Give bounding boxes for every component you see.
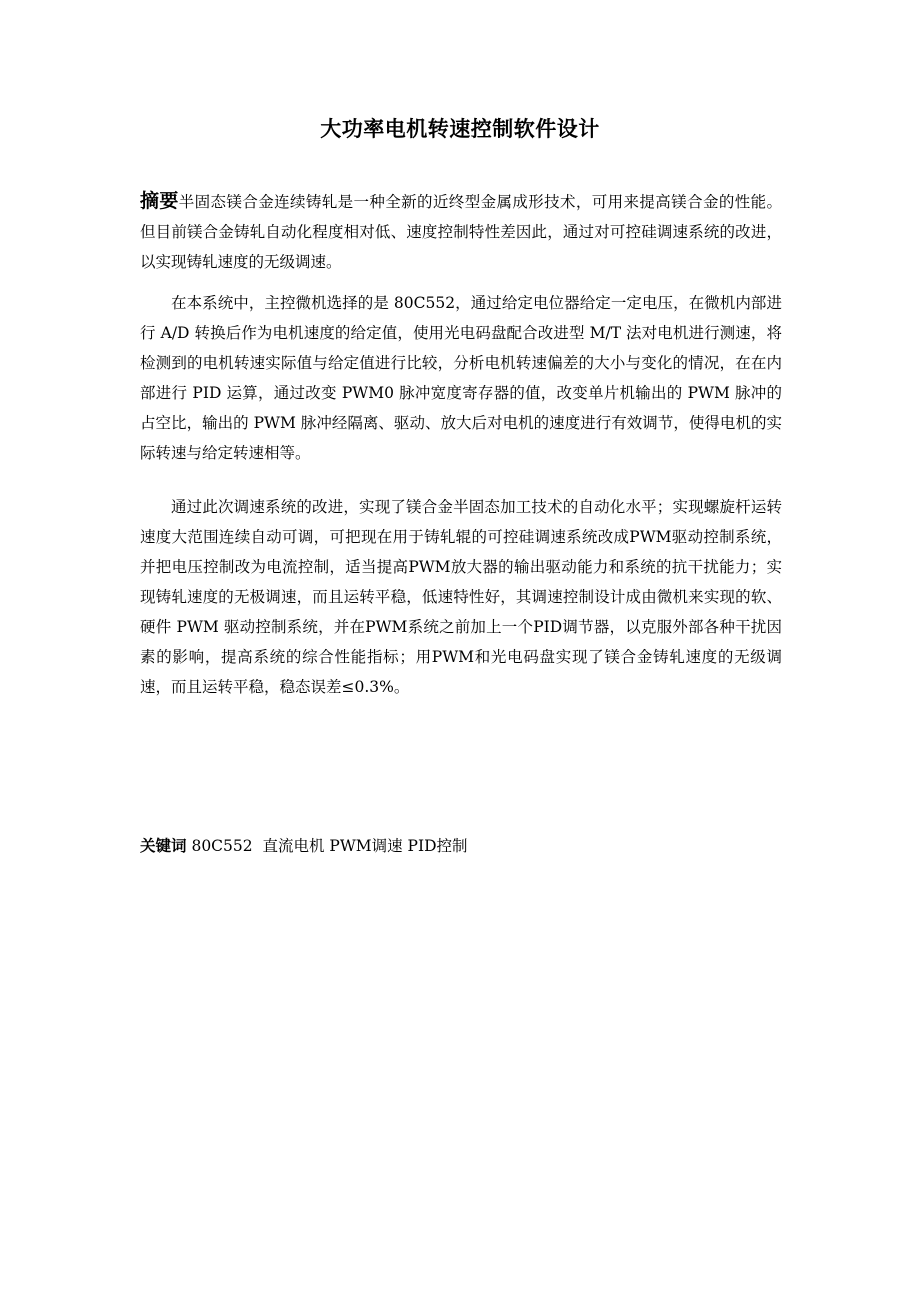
- abstract-paragraph-1: [140, 186, 782, 277]
- abstract-paragraph-3: 通过此次调速系统的改进，实现了镁合金半固态加工技术的自动化水平；实现螺旋杆运转速度大范围连续自动可调，可把现在用于铸轧辊的可控硅调速系统改成PWM驱动控制系统，并把电压控制改为电流控制，适当提高PWM放大器的输出驱动能力和系统的抗干扰能力；实现铸轧速度的无极调速，而且运转平稳，低速特性好，其调速控制设计成由微机来实现的软、硬件 PWM 驱动控制系统，并在PWM系统之前加上一个PID调节器，以克服外部各种干扰因素的影响，提高系统的综合性能指标；用PWM和光电码盘实现了镁合金铸轧速度的无级调速，而且运转平稳，稳态误差≤0.3%。: [140, 498, 782, 696]
- document-title: 大功率电机转速控制软件设计: [320, 117, 600, 141]
- abstract-label: 摘要: [140, 190, 179, 212]
- keywords-line: [140, 831, 782, 861]
- abstract-paragraph-2: 在本系统中，主控微机选择的是 80C552，通过给定电位器给定一定电压，在微机内部进行 A/D 转换后作为电机速度的给定值，使用光电码盘配合改进型 M/T 法对电机进行测速，将检测到的电机转速实际值与给定值进行比较，分析电机转速偏差的大小与变化的情况，在在内部进行 PID 运算，通过改变 PWM0 脉冲宽度寄存器的值，改变单片机输出的 PWM 脉冲的占空比，输出的 PWM 脉冲经隔离、驱动、放大后对电机的速度进行有效调节，使得电机的实际转速与给定转速相等。: [140, 294, 782, 462]
- keywords-label: 关键词: [140, 837, 187, 855]
- abstract-paragraph-1-text: 半固态镁合金连续铸轧是一种全新的近终型金属成形技术，可用来提高镁合金的性能。但目前镁合金铸轧自动化程度相对低、速度控制特性差因此，通过对可控硅调速系统的改进，以实现铸轧速度的无级调速。: [140, 193, 782, 271]
- keywords-values: 80C552 直流电机 PWM调速 PID控制: [191, 837, 468, 855]
